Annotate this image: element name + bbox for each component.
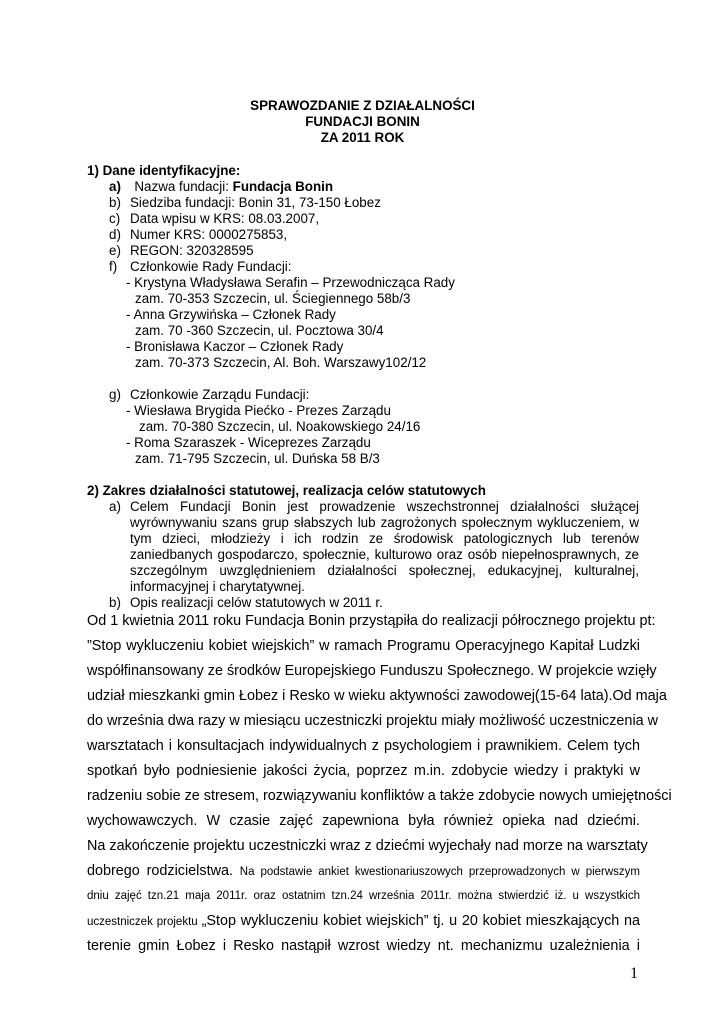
list-item-d (109, 227, 287, 243)
section-2-heading: 2) Zakres działalności statutowej, realizacja celów statutowych (87, 483, 486, 498)
council-member-2-address: zam. 70 -360 Szczecin, ul. Pocztowa 30/4 (135, 323, 384, 338)
goal-line-5: szczególnym uwzględnieniem działalności społecznej, edukacyjnej, kulturalnej, (130, 563, 639, 578)
list-item-b-marker (109, 595, 383, 611)
list-marker: d) (109, 227, 121, 242)
body-line-1: Od 1 kwietnia 2011 roku Fundacja Bonin przystąpiła do realizacji półrocznego projektu pt: (87, 613, 656, 629)
goal-line-1: Celem Fundacji Bonin jest prowadzenie wszechstronnej działalności służącej (130, 499, 639, 514)
page-number: 1 (630, 965, 638, 982)
list-item-f (109, 259, 292, 275)
foundation-name: Fundacja Bonin (232, 179, 334, 194)
list-marker: a) (109, 499, 121, 514)
list-item-b (109, 195, 381, 211)
list-marker: b) (109, 595, 121, 610)
body-line-3: współfinansowany ze środków Europejskiego Funduszu Społecznego. W projekcie wzięły (87, 663, 657, 679)
board-member-1-address: zam. 70-380 Szczecin, ul. Noakowskiego 24/16 (139, 419, 421, 434)
list-item-label: Członkowie Zarządu Fundacji: (130, 387, 310, 402)
council-member-1-name: - Krystyna Władysława Serafin – Przewodnicząca Rady (126, 275, 455, 290)
body-line-4: udział mieszkanki gmin Łobez i Resko w wieku aktywności zawodowej(15-64 lata).Od maja (87, 688, 667, 704)
body-line-13 (87, 912, 640, 931)
body-line-11 (87, 862, 640, 881)
council-member-2-name: - Anna Grzywińska – Członek Rady (126, 307, 336, 322)
list-marker: f) (109, 259, 118, 274)
body-line-6: warsztatach i konsultacjach indywidualnych z psychologiem i prawnikiem. Celem tych (87, 738, 640, 754)
report-title-line-3: ZA 2011 ROK (320, 130, 405, 145)
board-member-2-name: - Roma Szaraszek - Wiceprezes Zarządu (126, 435, 371, 450)
body-small-text: uczestniczek projektu (87, 916, 202, 928)
list-item-g (109, 387, 309, 403)
body-line-5: do września dwa razy w miesiącu uczestniczki projektu miały możliwość uczestniczenia w (87, 713, 659, 729)
list-item-a (109, 179, 333, 195)
list-item-c (109, 211, 319, 227)
goal-line-4: zaniedbanych gospodarczo, społecznie, kulturowo oraz osób niepełnosprawnych, ze (130, 547, 639, 562)
body-line-8: radzeniu sobie ze stresem, rozwiązywaniu konfliktów a także zdobycie nowych umiejętności (87, 788, 672, 804)
list-item-label: Członkowie Rady Fundacji: (130, 259, 292, 274)
list-item-label: REGON: 320328595 (130, 243, 254, 258)
list-item-label: Data wpisu w KRS: 08.03.2007, (130, 211, 320, 226)
body-text: „Stop wykluczeniu kobiet wiejskich” tj. u 20 kobiet mieszkających na (201, 913, 640, 929)
list-item-label: Numer KRS: 0000275853, (130, 227, 288, 242)
list-marker: a) (109, 179, 121, 194)
list-item-label: Siedziba fundacji: Bonin 31, 73-150 Łobez (130, 195, 381, 210)
list-marker: e) (109, 243, 121, 258)
report-title-line-2: FUNDACJI BONIN (305, 114, 420, 129)
section-1-heading: 1) Dane identyfikacyjne: (87, 163, 241, 178)
list-item-label: Nazwa fundacji: (134, 179, 233, 194)
goal-line-3: tym dzieci, młodzieży i ich rodzin ze środowisk patologicznych lub terenów (130, 531, 639, 546)
body-small-text: Na podstawie ankiet kwestionariuszowych przeprowadzonych w pierwszym (239, 866, 640, 878)
list-marker: c) (109, 211, 121, 226)
body-line-14: terenie gmin Łobez i Resko nastąpił wzrost wiedzy nt. mechanizmu uzależnienia i (87, 938, 640, 954)
body-line-7: spotkań było podniesienie jakości życia, poprzez m.in. zdobycie wiedzy i praktyki w (87, 763, 640, 779)
board-member-1-name: - Wiesława Brygida Piećko - Prezes Zarządu (126, 403, 391, 418)
list-item-label: Opis realizacji celów statutowych w 2011 r. (130, 595, 383, 610)
body-line-9: wychowawczych. W czasie zajęć zapewniona była również opieka nad dziećmi. (87, 813, 640, 829)
body-line-12: dniu zajęć tzn.21 maja 2011r. oraz ostatnim tzn.24 września 2011r. można stwierdzić iż. u wszystkich (87, 890, 640, 902)
goal-line-6: informacyjnej i charytatywnej. (130, 579, 305, 594)
goal-line-2: wyrównywaniu szans grup słabszych lub zagrożonych społecznym wykluczeniem, w (130, 515, 639, 530)
body-line-2: ”Stop wykluczeniu kobiet wiejskich” w ramach Programu Operacyjnego Kapitał Ludzki (87, 638, 640, 654)
council-member-3-name: - Bronisława Kaczor – Członek Rady (126, 339, 344, 354)
body-text: dobrego rodzicielstwa. (87, 863, 240, 879)
body-line-10: Na zakończenie projektu uczestniczki wraz z dziećmi wyjechały nad morze na warsztaty (87, 838, 648, 854)
list-marker: b) (109, 195, 121, 210)
board-member-2-address: zam. 71-795 Szczecin, ul. Duńska 58 B/3 (135, 451, 380, 466)
report-title-line-1: SPRAWOZDANIE Z DZIAŁALNOŚCI (250, 98, 475, 113)
list-item-e (109, 243, 254, 259)
list-marker: g) (109, 387, 121, 402)
council-member-3-address: zam. 70-373 Szczecin, Al. Boh. Warszawy102/12 (135, 355, 427, 370)
council-member-1-address: zam. 70-353 Szczecin, ul. Ściegiennego 58b/3 (135, 291, 411, 306)
